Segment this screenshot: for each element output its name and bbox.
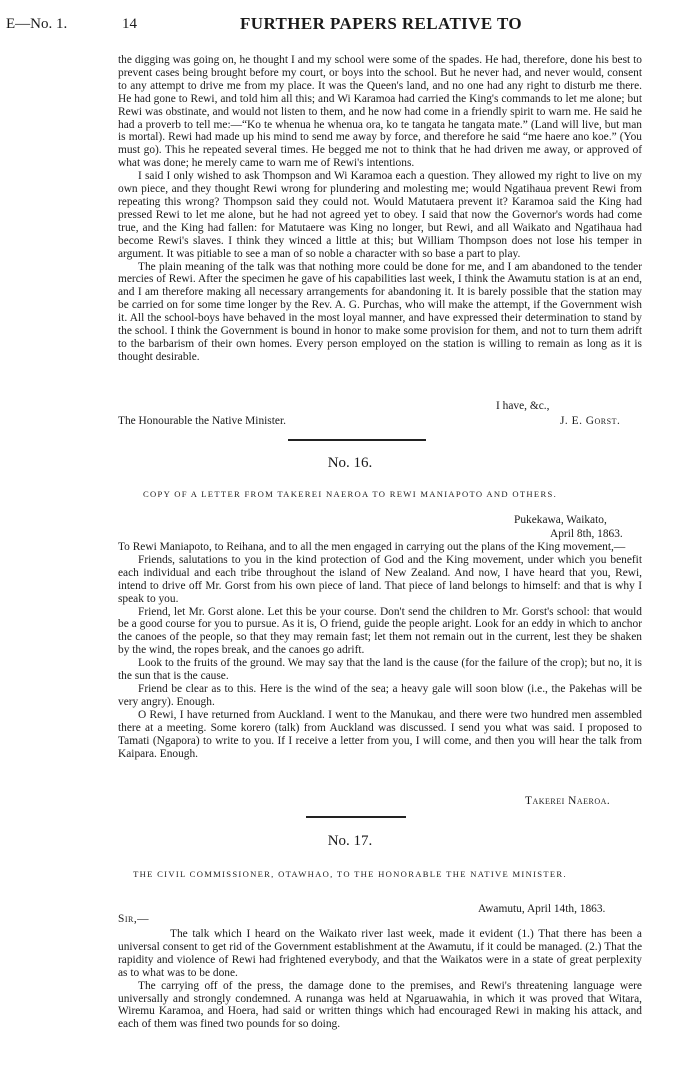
section-caption: THE CIVIL COMMISSIONER, OTAWHAO, TO THE HONORABLE THE NATIVE MINISTER. (133, 869, 567, 879)
paragraph: The carrying off of the press, the damage done to the premises, and Rewi's threatening language were universally and strongly condemned. A runanga was held at Ngaruawahia, in which it was proved that Witara, Wiremu Karamoa, and Hoera, had said or written things which had encouraged Rewi in making his attack, and each of them was fined two pounds for so doing. (118, 979, 642, 1031)
letter-closing: I have, &c., (496, 400, 550, 412)
letter-place: Pukekawa, Waikato, (514, 514, 607, 526)
paragraph: Friend, let Mr. Gorst alone. Let this be your course. Don't send the children to Mr. Gorst's school: that would be a good course for you to pursue. As it is, O friend, guide the people aright. Look for an eddy in which to anchor the canoes of the people, so that they may remain fast; let them not remain out in the current, lest they be shaken by the wind, the ropes break, and the canoes go adrift. (118, 605, 642, 657)
letter-address: To Rewi Maniapoto, to Reihana, and to all the men engaged in carrying out the plans of the King movement,— (118, 541, 626, 553)
paragraph: Friends, salutations to you in the kind protection of God and the King movement, under which you benefit each individual and each tribe throughout the island of New Zealand. And now, I have heard that you, Rewi, intend to drive off Mr. Gorst from his own piece of land. That piece of land belongs to himself: and that is why I speak to you. (118, 553, 642, 605)
paragraph: The plain meaning of the talk was that nothing more could be done for me, and I am abandoned to the tender mercies of Rewi. After the specimen he gave of his capabilities last week, I think the Awamutu station is at an end, and I am therefore making all necessary arrangements for abandoning it. It is barely possible that the station may be carried on for some time longer by the Rev. A. G. Purchas, who will make the attempt, if the Government wish it. All the school-boys have behaved in the most loyal manner, and have expressed their determination to stand by the school. I think the Government is bound in honor to make some provision for them, and not to turn them adrift to the barbarism of their own homes. Every person employed on the station is willing to remain as long as it is thought desirable. (118, 260, 642, 363)
gorst-letter-body (118, 54, 642, 364)
paragraph: I said I only wished to ask Thompson and Wi Karamoa each a question. They allowed my right to live on my own piece, and they thought Rewi wrong for plundering and molesting me; would Ngatihaua prevent Rewi from repeating this wrong? Thompson said they could not. Would Matutaera prevent it? Karamoa said the King had pressed Rewi to let me alone, but he had not agreed yet to obey. I said that now the Governor's words had come true, and the King had fallen: for Matutaere was King no longer, but Rewi, and all Waikato and Ngatihaua had become Rewi's slaves. I think they winced a little at this; but William Thompson does not lose his temper in argument. It was pitiable to see a man of so noble a character with so base a part to play. (118, 170, 642, 260)
signature: Takerei Naeroa. (525, 795, 611, 807)
paragraph: The talk which I heard on the Waikato river last week, made it evident (1.) That there has been a universal consent to get rid of the Government establishment at the Awamutu, if it could be managed. (2.) That the rapidity and violence of Rewi had frightened everybody, and that the Waikatos were in a state of great perplexity as to what was to be done. (118, 928, 642, 979)
no16-letter-body (118, 541, 642, 760)
section-caption: COPY OF A LETTER FROM TAKEREI NAEROA TO REWI MANIAPOTO AND OTHERS. (142, 489, 558, 499)
signature: J. E. Gorst. (560, 415, 621, 427)
salutation: Sir,— (118, 913, 150, 925)
section-divider (306, 816, 406, 818)
no17-letter-body (118, 928, 642, 1031)
page-number: 14 (122, 16, 137, 32)
paragraph: O Rewi, I have returned from Auckland. I went to the Manukau, and there were two hundred men assembled there at a meeting. Some korero (talk) from Auckland was discussed. I send you what was said. I proposed to Tamati (Ngapora) to write to you. If I receive a letter from you, I will come, and then you will hear the talk from Kaipara. Enough. (118, 708, 642, 760)
paragraph: Friend be clear as to this. Here is the wind of the sea; a heavy gale will soon blow (i.e., the Pakehas will be very angry). Enough. (118, 682, 642, 708)
paragraph: the digging was going on, he thought I and my school were some of the spades. He had, therefore, done his best to prevent cases being brought before my court, or boys into the school. But he never had, and never would, consent to any attempt to drive me from my place. It was the Queen's land, and no one had any right to disturb me there. He had gone to Rewi, and told him all this; and Wi Karamoa had carried the King's commands to let me alone; but Rewi was obstinate, and would not listen to them, and he now had come in a friendly spirit to warn me. He said he had a proverb to tell me:—“Ko te whenua he whenua ora, ko te tangata he tangata mate.” (Land will live, but man is mortal). Rewi had made up his mind to send me away by force, and therefore he said “me haere ano koe.” (You must go). This he repeated several times. He begged me not to think that he had driven me away, or approved of what was done; he merely came to warn me of Rewi's intentions. (118, 54, 642, 170)
section-number: No. 16. (327, 455, 373, 471)
addressee: The Honourable the Native Minister. (118, 415, 286, 427)
document-reference: E—No. 1. (6, 16, 68, 32)
letter-place-date: Awamutu, April 14th, 1863. (478, 903, 606, 915)
section-divider (288, 439, 426, 441)
section-number: No. 17. (327, 833, 373, 849)
letter-date: April 8th, 1863. (550, 528, 623, 540)
paragraph: Look to the fruits of the ground. We may say that the land is the cause (for the failure of the crop); but no, it is the sun that is the cause. (118, 657, 642, 683)
running-title: FURTHER PAPERS RELATIVE TO (240, 14, 523, 33)
